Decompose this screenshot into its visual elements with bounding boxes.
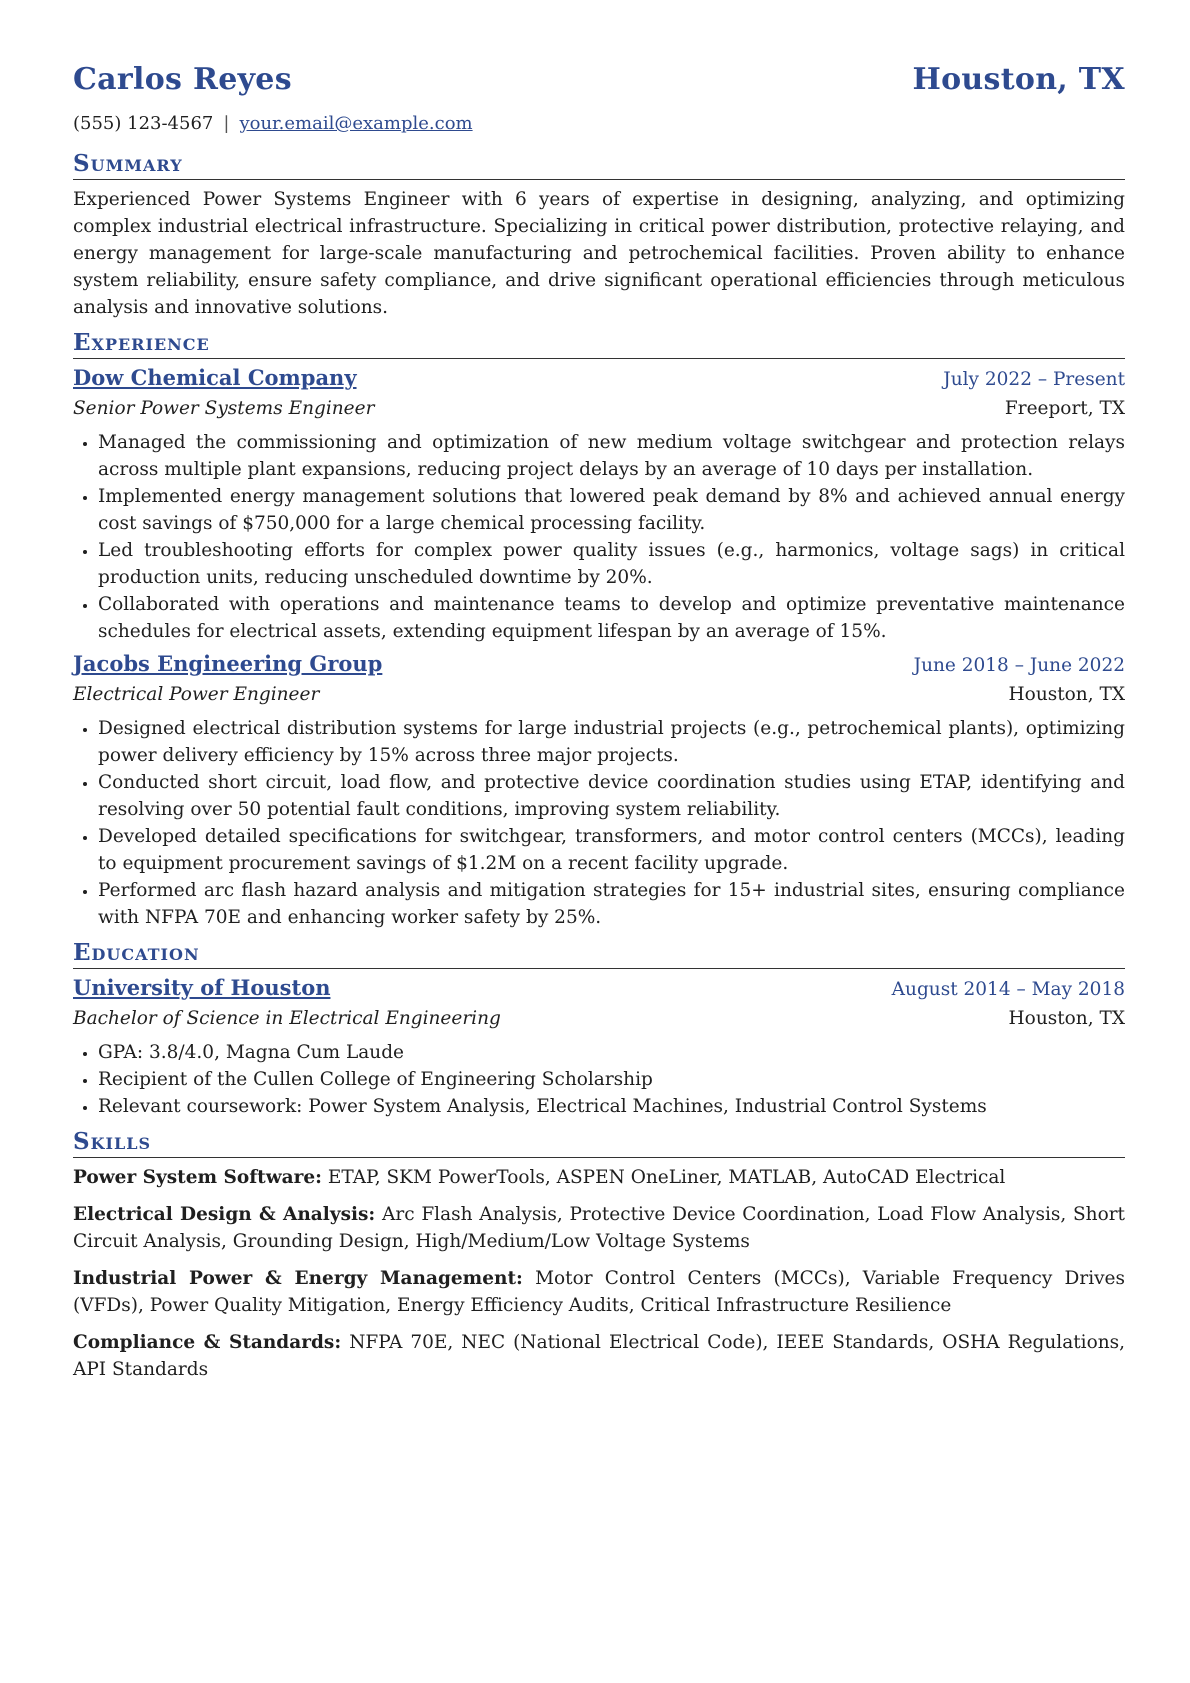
section-title-skills: Skills [73,1128,1125,1158]
skill-label: Compliance & Standards: [73,1332,342,1353]
list-item: • Recipient of the Cullen College of Engineering Scholarship [98,1066,1125,1093]
skill-label: Power System Software: [73,1167,322,1188]
list-item: • GPA: 3.8/4.0, Magna Cum Laude [98,1039,1125,1066]
skill-text: Arc Flash Analysis, Protective Device Coordination, Load Flow Analysis, Short Circuit Analysis, Grounding Design, High/Medium/Low Voltage Systems [73,1204,1125,1252]
job-bullets [73,429,1125,645]
list-item: • Led troubleshooting efforts for complex power quality issues (e.g., harmonics, voltage sags) in critical production units, reducing unscheduled downtime by 20%. [98,537,1125,591]
resume-page [73,62,1125,1383]
skill-text: Motor Control Centers (MCCs), Variable Frequency Drives (VFDs), Power Quality Mitigation, Energy Efficiency Audits, Critical Infrastructure Resilience [73,1268,1125,1316]
summary-text: Experienced Power Systems Engineer with 6 years of expertise in designing, analyzing, and optimizing complex industrial electrical infrastructure. Specializing in critical power distribution, protective relaying, and energy management for large-scale manufacturing and petrochemical facilities. Proven ability to enhance system reliability, ensure safety compliance, and drive significant operational efficiencies through meticulous analysis and innovative solutions. [73,189,1125,318]
contact-line [73,106,1125,142]
list-item: • Performed arc flash hazard analysis and mitigation strategies for 15+ industrial sites, ensuring compliance with NFPA 70E and enhancing worker safety by 25%. [98,877,1125,931]
skills-list [73,1164,1125,1383]
list-item: • Designed electrical distribution systems for large industrial projects (e.g., petrochemical plants), optimizing power delivery efficiency by 15% across three major projects. [98,715,1125,769]
job-location: Houston, TX [1008,684,1125,705]
section-title-education: Education [73,939,1125,969]
skill-text: NFPA 70E, NEC (National Electrical Code), IEEE Standards, OSHA Regulations, API Standards [73,1332,1125,1380]
company-name[interactable]: Jacobs Engineering Group [73,651,383,676]
job-entry [73,649,1125,931]
skill-row [73,1329,1125,1383]
skill-row [73,1201,1125,1255]
section-title-experience: Experience [73,329,1125,359]
skill-row [73,1265,1125,1319]
education-entry [73,973,1125,1120]
list-item: • Developed detailed specifications for switchgear, transformers, and motor control centers (MCCs), leading to equipment procurement savings of $1.2M on a recent facility upgrade. [98,823,1125,877]
company-name[interactable]: Dow Chemical Company [73,365,357,390]
list-item: • Managed the commissioning and optimization of new medium voltage switchgear and protection relays across multiple plant expansions, reducing project delays by an average of 10 days per installation. [98,429,1125,483]
email-link[interactable]: your.email@example.com [239,113,473,134]
section-title-summary: Summary [73,150,1125,180]
job-dates: July 2022 – Present [943,369,1125,390]
contact-separator: | [223,113,230,134]
list-item: • Conducted short circuit, load flow, and protective device coordination studies using ETAP, identifying and resolving over 50 potential fault conditions, improving system reliability. [98,769,1125,823]
school-name[interactable]: University of Houston [73,975,331,1000]
degree-title: Bachelor of Science in Electrical Engineering [73,1008,501,1029]
job-title: Electrical Power Engineer [73,684,320,705]
skill-label: Industrial Power & Energy Management: [73,1268,523,1289]
skill-row [73,1164,1125,1191]
education-dates: August 2014 – May 2018 [891,979,1125,1000]
job-bullets [73,715,1125,931]
skill-label: Electrical Design & Analysis: [73,1204,376,1225]
job-entry [73,363,1125,645]
education-bullets [73,1039,1125,1120]
education-location: Houston, TX [1008,1008,1125,1029]
list-item: • Implemented energy management solutions that lowered peak demand by 8% and achieved annual energy cost savings of $750,000 for a large chemical processing facility. [98,483,1125,537]
skill-text: ETAP, SKM PowerTools, ASPEN OneLiner, MATLAB, AutoCAD Electrical [327,1167,1006,1188]
list-item: • Collaborated with operations and maintenance teams to develop and optimize preventative maintenance schedules for electrical assets, extending equipment lifespan by an average of 15%. [98,591,1125,645]
phone-number: (555) 123-4567 [73,113,214,134]
resume-header [73,62,1125,106]
candidate-name: Carlos Reyes [73,62,292,97]
candidate-location: Houston, TX [912,62,1125,97]
job-dates: June 2018 – June 2022 [913,655,1125,676]
job-location: Freeport, TX [1004,398,1125,419]
job-title: Senior Power Systems Engineer [73,398,375,419]
list-item: • Relevant coursework: Power System Analysis, Electrical Machines, Industrial Control Systems [98,1093,1125,1120]
